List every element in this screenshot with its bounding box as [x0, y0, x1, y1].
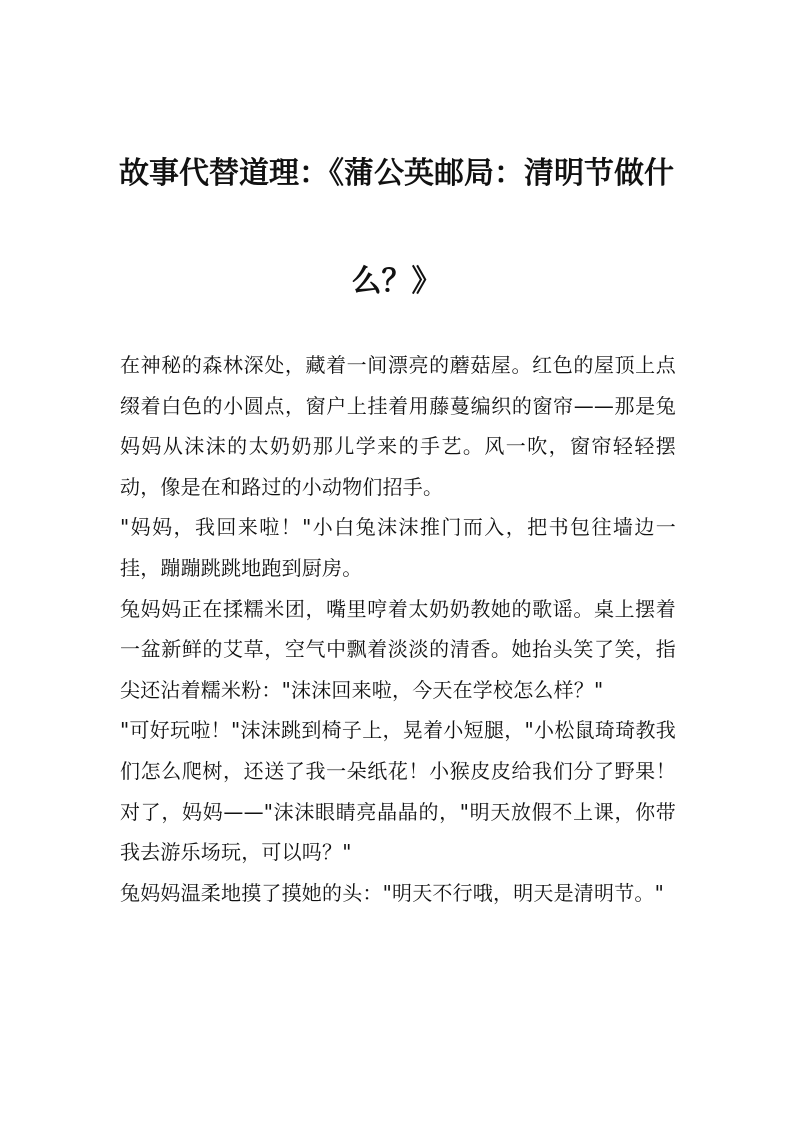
paragraph-5: 兔妈妈温柔地摸了摸她的头："明天不行哦，明天是清明节。" — [120, 880, 664, 905]
story-body — [120, 345, 676, 913]
document-title: 故事代替道理：《蒲公英邮局：清明节做什么？》 — [119, 156, 674, 299]
paragraph-1: 在神秘的森林深处，藏着一间漂亮的蘑菇屋。红色的屋顶上点缀着白色的小圆点，窗户上挂着用藤蔓编织的窗帘——那是兔妈妈从沫沫的太奶奶那儿学来的手艺。风一吹，窗帘轻轻摆动，像是在和路过的小动物们招手。 — [120, 353, 676, 499]
paragraph-2: "妈妈，我回来啦！"小白兔沫沫推门而入，把书包往墙边一挂，蹦蹦跳跳地跑到厨房。 — [120, 515, 676, 580]
paragraph-4: "可好玩啦！"沫沫跳到椅子上，晃着小短腿，"小松鼠琦琦教我们怎么爬树，还送了我一朵纸花！小猴皮皮给我们分了野果！对了，妈妈——"沫沫眼睛亮晶晶的，"明天放假不上课，你带我去游乐场玩，可以吗？" — [120, 718, 676, 865]
paragraph-3: 兔妈妈正在揉糯米团，嘴里哼着太奶奶教她的歌谣。桌上摆着一盆新鲜的艾草，空气中飘着淡淡的清香。她抬头笑了笑，指尖还沾着糯米粉："沫沫回来啦，今天在学校怎么样？" — [120, 596, 676, 702]
